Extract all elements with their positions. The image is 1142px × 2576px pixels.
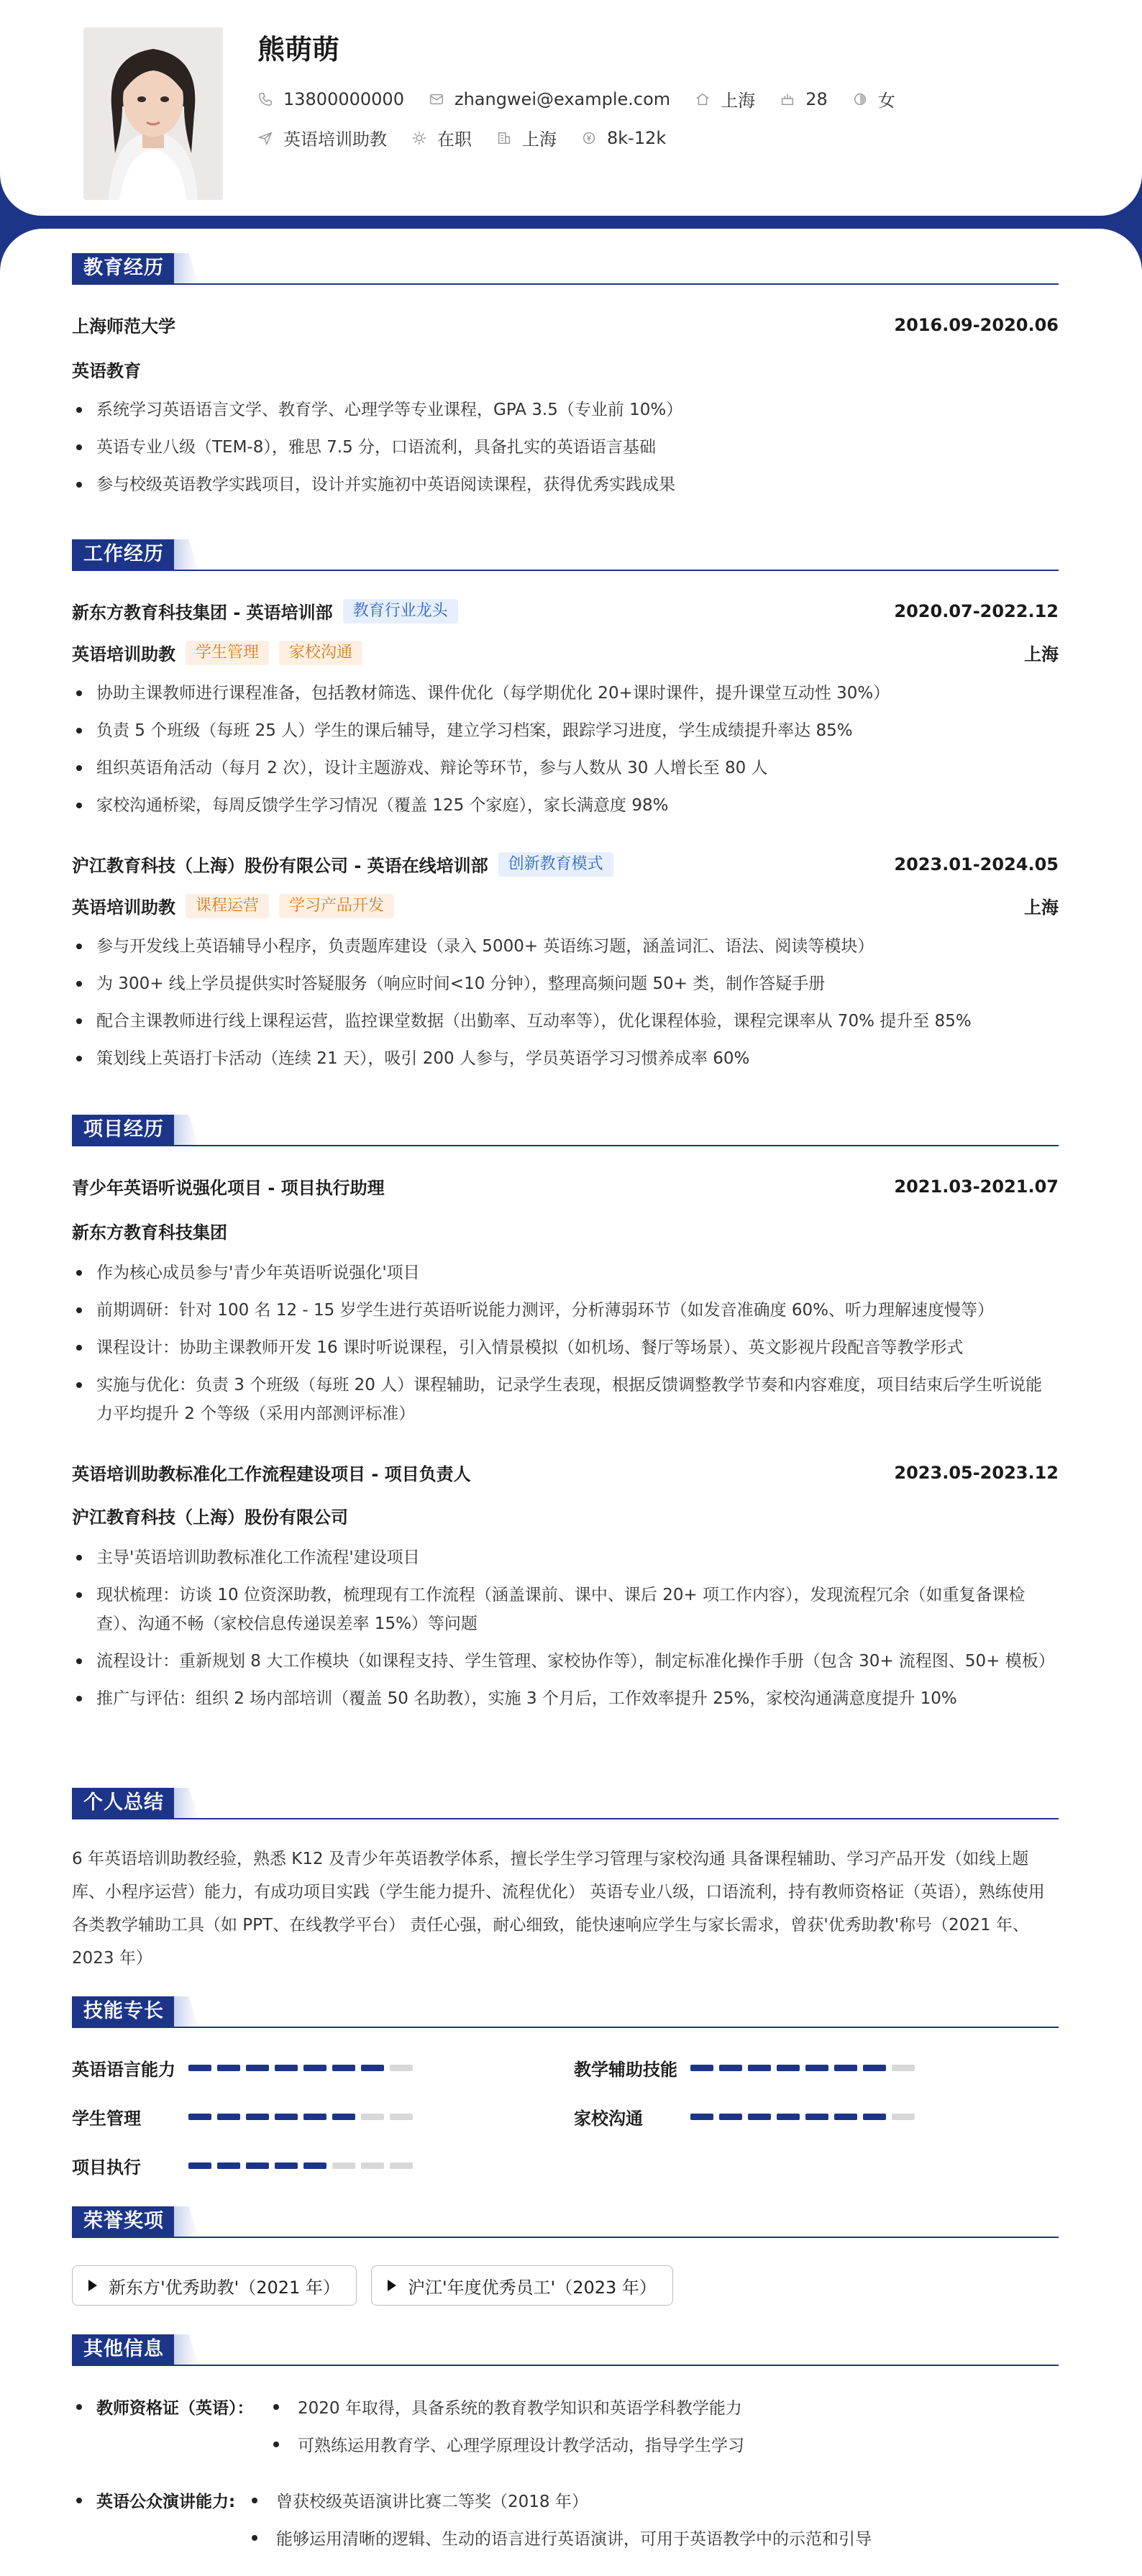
list-item: 实施与优化：负责 3 个班级（每班 20 人）课程辅助，记录学生表现，根据反馈调整教学节奏和内容难度，项目结束后学生听说能力平均提升 2 个等级（采用内部测评标准） [72,1371,1059,1428]
skill-name: 教学辅助技能 [574,2060,677,2080]
job-role: 英语培训助教 [72,898,175,918]
school-name: 上海师范大学 [72,316,175,337]
phone-text: 13800000000 [283,88,404,109]
list-item: 现状梳理：访谈 10 位资深助教，梳理现有工作流程（涵盖课前、课中、课后 20+ 项工作内容），发现流程冗余（如重复备课检查）、沟通不畅（家校信息传递误差率 15%）等问题 [72,1581,1059,1638]
job-role-row [72,640,1059,665]
skill-segment [275,2162,298,2169]
gender-text: 女 [877,91,895,111]
skill-segment [217,2114,240,2120]
phone-icon [257,91,273,107]
honor-card [371,2265,673,2306]
triangle-icon [88,2280,97,2291]
job-location: 上海 [1024,898,1059,918]
education-bullets [72,396,1059,508]
skill-segment [361,2114,384,2120]
other-item-line: 能够运用清晰的逻辑、生动的语言进行英语演讲，可用于英语教学中的示范和引导 [252,2526,872,2549]
project-header [72,1460,1059,1485]
list-item: 系统学习英语语言文学、教育学、心理学等专业课程，GPA 3.5（专业前 10%） [72,396,1059,424]
list-item: 组织英语角活动（每月 2 次），设计主题游戏、辩论等环节，参与人数从 30 人增长至 80 人 [72,754,1059,782]
summary-text: 6 年英语培训助教经验，熟悉 K12 及青少年英语教学体系，擅长学生学习管理与家校沟通 具备课程辅助、学习产品开发（如线上题库、小程序运营）能力，有成功项目实践（学生能力提升、流程优化） 英语专业八级，口语流利，持有教师资格证（英语），熟练使用各类教学辅助工具（如 PPT、在线教学平台） 责任心强，耐心细致，能快速响应学生与家长需求，曾获'优秀助教'称号（2021 年、2023 年） [72,1850,1045,1968]
skill-row [72,2153,419,2178]
list-item: 配合主课教师进行线上课程运营，监控课堂数据（出勤率、互动率等），优化课程体验，课程完课率从 70% 提升至 85% [72,1007,1059,1036]
skill-segment [361,2065,384,2071]
skill-segment [188,2065,211,2071]
skill-segment [777,2114,800,2120]
title-tail-decoration [174,253,198,283]
project-org: 沪江教育科技（上海）股份有限公司 [72,1507,348,1527]
project-header [72,1174,1059,1199]
home-icon [695,91,711,107]
list-item: 推广与评估：组织 2 场内部培训（覆盖 50 名助教），实施 3 个月后，工作效率提升 25%，家校沟通满意度提升 10% [72,1684,1059,1713]
job-period: 2023.01-2024.05 [894,854,1059,874]
project-period: 2021.03-2021.07 [894,1176,1059,1197]
skill-segment [217,2162,240,2169]
skill-segment [719,2114,742,2120]
status-icon [411,130,427,146]
section-honors-title [72,2205,1059,2238]
honor-text: 新东方'优秀助教'（2021 年） [109,2277,340,2298]
company-name: 沪江教育科技（上海）股份有限公司 - 英语在线培训部 [72,856,488,876]
list-item: 家校沟通桥梁，每周反馈学生学习情况（覆盖 125 个家庭），家长满意度 98% [72,791,1059,820]
avatar [83,27,223,200]
company-badge: 教育行业龙头 [343,599,458,624]
salary-text: 8k-12k [607,127,667,148]
list-item: 课程设计：协助主课教师开发 16 课时听说课程，引入情景模拟（如机场、餐厅等场景）、英文影视片段配音等教学形式 [72,1333,1059,1362]
gender-icon [852,91,868,107]
job-tag: 课程运营 [186,894,269,918]
skill-segment [303,2114,326,2120]
skill-segment [748,2065,771,2071]
job-location: 上海 [1024,644,1059,664]
education-period: 2016.09-2020.06 [894,314,1059,335]
honor-text: 沪江'年度优秀员工'（2023 年） [408,2277,657,2298]
list-item: 主导'英语培训助教标准化工作流程'建设项目 [72,1543,1059,1572]
email-text: zhangwei@example.com [454,88,671,109]
other-item-line: 曾获校级英语演讲比赛二等奖（2018 年） [252,2488,588,2512]
project-org-row [72,1503,1059,1528]
city-item [695,86,755,111]
position-item [257,125,387,150]
cake-icon [780,91,795,107]
title-tail-decoration [174,539,198,570]
section-summary-title [72,1786,1059,1819]
skill-row [574,2104,921,2129]
major-name: 英语教育 [72,361,141,381]
skill-segment [834,2114,857,2120]
list-item: 策划线上英语打卡活动（连续 21 天），吸引 200 人参与，学员英语学习习惯养成率 60% [72,1044,1059,1073]
project-name: 英语培训助教标准化工作流程建设项目 - 项目负责人 [72,1464,471,1484]
section-label: 技能专长 [72,1996,175,2027]
job-tag: 家校沟通 [279,641,362,665]
skill-segment [332,2065,355,2071]
gender-item [852,86,895,111]
job-tag: 学生管理 [186,641,269,665]
email-icon [429,91,444,107]
title-tail-decoration [174,2334,198,2365]
job-header [72,851,1059,877]
candidate-name: 熊萌萌 [257,34,340,65]
skill-segment [303,2065,326,2071]
skill-segment [690,2114,713,2120]
skill-row [72,2104,419,2129]
skill-row [72,2055,419,2081]
position-text: 英语培训助教 [283,129,387,150]
skill-segment [246,2114,269,2120]
skill-name: 项目执行 [72,2157,141,2178]
section-projects-title [72,1113,1059,1146]
skill-segment [748,2114,771,2120]
skill-segment [246,2162,269,2169]
skill-segment [863,2065,886,2071]
building-icon [496,130,512,146]
skill-segment [390,2114,413,2120]
project-bullets [72,1259,1059,1437]
job-role-row [72,893,1059,918]
job-header [72,598,1059,624]
skill-segment [690,2065,713,2071]
section-label: 工作经历 [72,539,175,570]
education-major-row [72,357,1059,382]
contact-row [257,86,920,111]
email-item [429,89,670,109]
phone-item [257,89,404,109]
skill-level-bar [690,2114,921,2120]
skill-segment [863,2114,886,2120]
skill-segment [303,2162,326,2169]
section-label: 项目经历 [72,1115,175,1145]
skill-segment [217,2065,240,2071]
list-item: 英语专业八级（TEM-8），雅思 7.5 分，口语流利，具备扎实的英语语言基础 [72,433,1059,462]
title-tail-decoration [174,1115,198,1145]
triangle-icon [388,2280,396,2291]
project-org: 新东方教育科技集团 [72,1223,227,1243]
skill-segment [834,2065,857,2071]
company-badge: 创新教育模式 [498,852,613,877]
skill-segment [275,2065,298,2071]
skill-level-bar [188,2065,419,2071]
title-tail-decoration [174,1788,198,1818]
section-label: 个人总结 [72,1788,175,1818]
other-item-line: 2020 年取得，具备系统的教育教学知识和英语学科教学能力 [273,2395,742,2419]
skill-segment [332,2162,355,2169]
city-text: 上海 [721,91,756,111]
list-item: 流程设计：重新规划 8 大工作模块（如课程支持、学生管理、家校协作等），制定标准化操作手册（包含 30+ 流程图、50+ 模板） [72,1647,1059,1676]
target-city-text: 上海 [522,129,557,150]
job-period: 2020.07-2022.12 [894,600,1059,621]
section-work-title [72,538,1059,571]
list-item: 协助主课教师进行课程准备，包括教材筛选、课件优化（每学期优化 20+课时课件，提升课堂互动性 30%） [72,679,1059,708]
skill-segment [275,2114,298,2120]
skill-level-bar [690,2065,921,2071]
skill-segment [805,2114,828,2120]
title-tail-decoration [174,1996,198,2027]
company-name: 新东方教育科技集团 - 英语培训部 [72,603,333,623]
list-item: 前期调研：针对 100 名 12 - 15 岁学生进行英语听说能力测评，分析薄弱环节（如发音准确度 60%、听力理解速度慢等） [72,1296,1059,1325]
list-item: 参与校级英语教学实践项目，设计并实施初中英语阅读课程，获得优秀实践成果 [72,470,1059,499]
skill-segment [188,2114,211,2120]
skill-name: 学生管理 [72,2109,141,2129]
skill-segment [390,2065,413,2071]
skill-segment [390,2162,413,2169]
job-bullets [72,679,1059,828]
project-name: 青少年英语听说强化项目 - 项目执行助理 [72,1178,385,1198]
section-label: 教育经历 [72,253,175,283]
title-tail-decoration [174,2206,198,2237]
skill-segment [892,2065,915,2071]
project-period: 2023.05-2023.12 [894,1462,1059,1483]
status-text: 在职 [437,129,472,150]
skill-segment [892,2114,915,2120]
skill-name: 英语语言能力 [72,2060,175,2080]
skill-name: 家校沟通 [574,2109,643,2129]
list-item: 为 300+ 线上学员提供实时答疑服务（响应时间<10 分钟），整理高频问题 50+ 类，制作答疑手册 [72,969,1059,998]
section-other-title [72,2333,1059,2366]
skill-row [574,2055,921,2081]
status-item [411,125,472,150]
profile-header [0,0,1142,216]
skill-level-bar [188,2114,419,2120]
age-item [780,89,828,109]
section-label: 荣誉奖项 [72,2206,175,2237]
skill-segment [332,2114,355,2120]
other-item-label: 英语公众演讲能力: [72,2488,235,2512]
section-label: 其他信息 [72,2334,175,2365]
list-item: 负责 5 个班级（每班 25 人）学生的课后辅导，建立学习档案，跟踪学习进度，学生成绩提升率达 85% [72,716,1059,745]
skill-segment [777,2065,800,2071]
section-education-title [72,252,1059,285]
job-intent-row [257,125,690,150]
skill-level-bar [188,2162,419,2169]
age-text: 28 [805,88,828,109]
section-skills-title [72,1995,1059,2028]
skill-segment [719,2065,742,2071]
project-org-row [72,1218,1059,1243]
other-item-label: 教师资格证（英语）： [72,2395,254,2419]
education-header [72,312,1059,337]
list-item: 作为核心成员参与'青少年英语听说强化'项目 [72,1259,1059,1287]
skill-segment [246,2065,269,2071]
send-icon [257,130,273,146]
money-icon [581,130,597,146]
job-bullets [72,932,1059,1082]
skill-segment [361,2162,384,2169]
target-city-item [496,125,557,150]
honor-card [72,2265,357,2306]
list-item: 参与开发线上英语辅导小程序，负责题库建设（录入 5000+ 英语练习题，涵盖词汇、语法、阅读等模块） [72,932,1059,961]
job-role: 英语培训助教 [72,644,175,664]
salary-item [581,128,666,148]
other-item-line: 可熟练运用教育学、心理学原理设计教学活动，指导学生学习 [273,2432,744,2456]
skill-segment [188,2162,211,2169]
skill-segment [805,2065,828,2071]
project-bullets [72,1543,1059,1722]
job-tag: 学习产品开发 [279,894,394,918]
